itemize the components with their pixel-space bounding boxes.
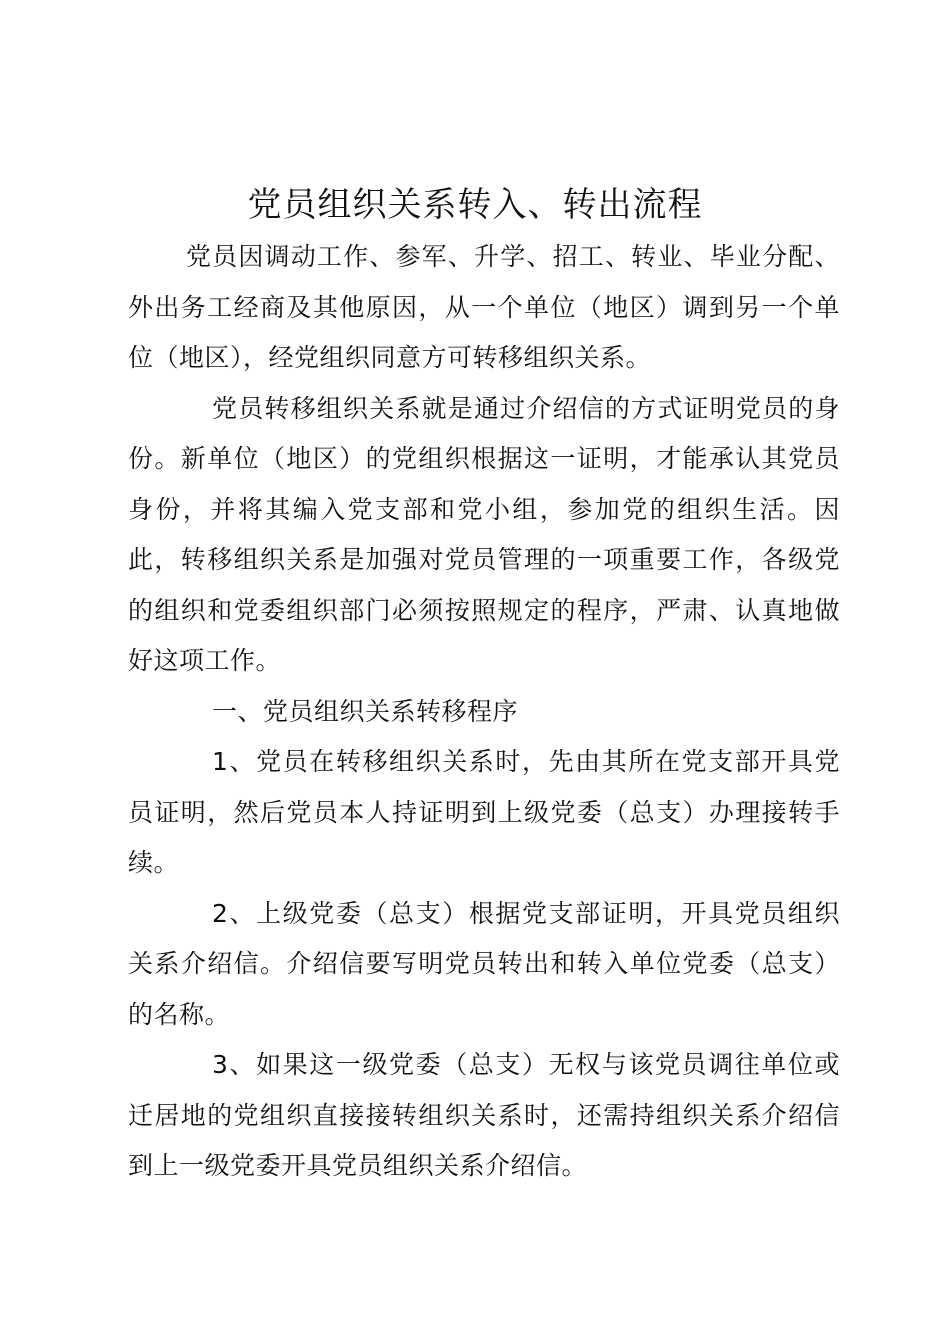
document-body [128, 232, 840, 1192]
document-title: 党员组织关系转入、转出流程 [247, 185, 703, 225]
paragraph-intro: 党员因调动工作、参军、升学、招工、转业、毕业分配、外出务工经商及其他原因，从一个单位（地区）调到另一个单位（地区），经党组织同意方可转移组织关系。 [128, 242, 840, 372]
paragraph-step-1: 1、党员在转移组织关系时，先由其所在党支部开具党员证明，然后党员本人持证明到上级党委（总支）办理接转手续。 [128, 747, 840, 877]
paragraph-step-3: 3、如果这一级党委（总支）无权与该党员调往单位或迁居地的党组织直接接转组织关系时，还需持组织关系介绍信到上一级党委开具党员组织关系介绍信。 [128, 1050, 840, 1180]
section-heading-transfer-procedure: 一、党员组织关系转移程序 [212, 696, 519, 726]
paragraph-step-2: 2、上级党委（总支）根据党支部证明，开具党员组织关系介绍信。介绍信要写明党员转出和转入单位党委（总支）的名称。 [128, 898, 840, 1029]
paragraph-purpose: 党员转移组织关系就是通过介绍信的方式证明党员的身份。新单位（地区）的党组织根据这一证明，才能承认其党员身份，并将其编入党支部和党小组，参加党的组织生活。因此，转移组织关系是加强对党员管理的一项重要工作，各级党的组织和党委组织部门必须按照规定的程序，严肃、认真地做好这项工作。 [128, 393, 840, 675]
